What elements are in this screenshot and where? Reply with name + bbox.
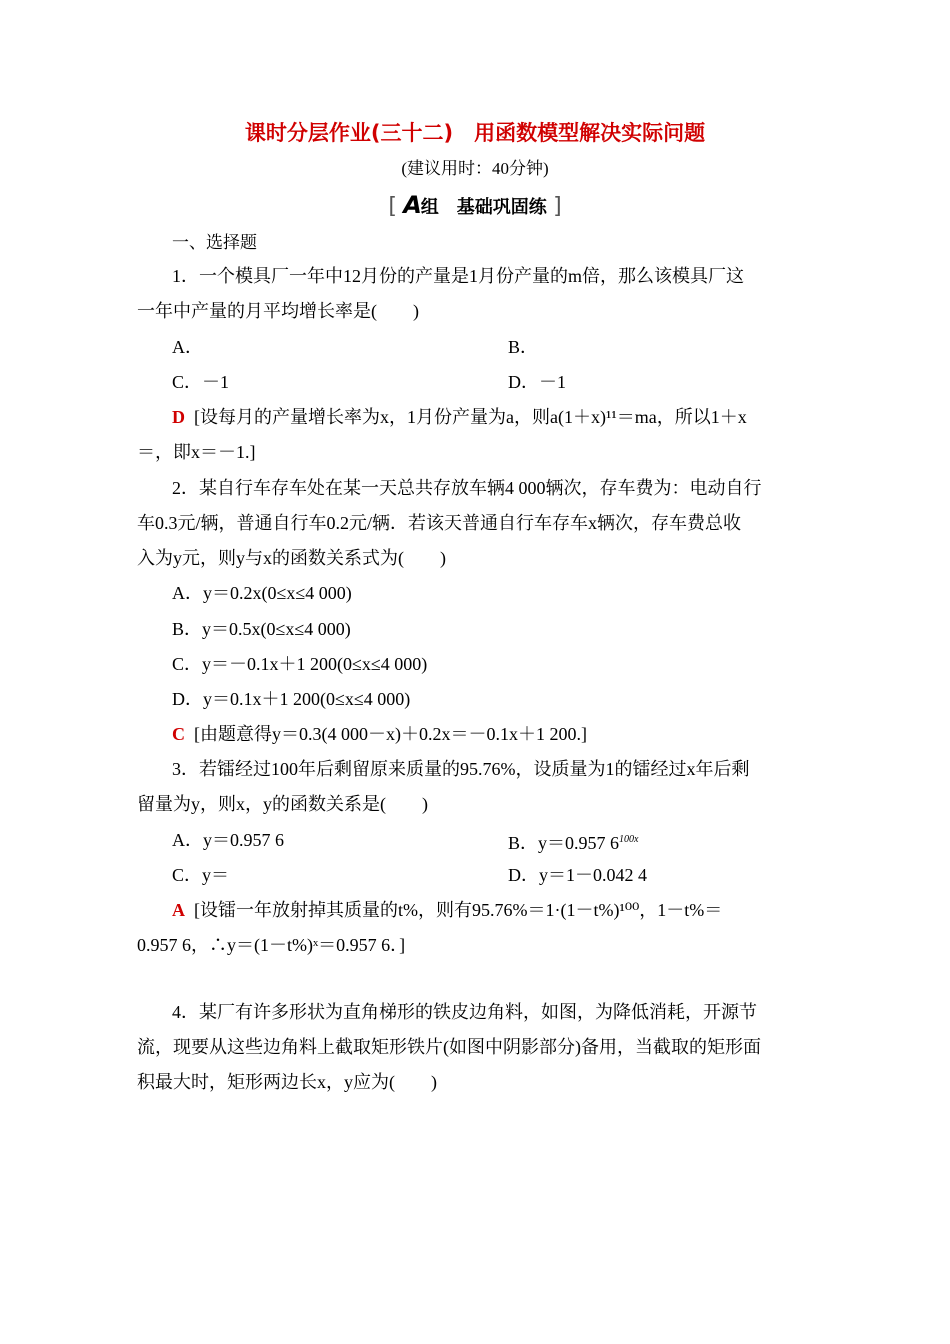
group-open-bracket: [ bbox=[388, 194, 397, 219]
q4-stem-line1: 4．某厂有许多形状为直角梯形的铁皮边角料，如图，为降低消耗，开源节 bbox=[172, 1002, 757, 1022]
q3-stem-line2: 留量为y，则x，y的函数关系是( ) bbox=[137, 794, 428, 814]
group-label: 组 基础巩固练 bbox=[420, 197, 547, 218]
q2-explanation-line bbox=[172, 723, 587, 745]
q3-option-c: C．y＝ bbox=[172, 865, 230, 885]
q3-option-b-exponent: 100x bbox=[619, 834, 639, 845]
q2-stem-line1: 2．某自行车存车处在某一天总共存放车辆4 000辆次，存车费为：电动自行 bbox=[172, 478, 762, 498]
q1-explanation: [设每月的产量增长率为x，1月份产量为a，则a(1＋x)¹¹＝ma，所以1＋x bbox=[194, 407, 747, 427]
q3-answer: A bbox=[172, 900, 185, 920]
q2-option-c: C．y＝－0.1x＋1 200(0≤x≤4 000) bbox=[172, 654, 428, 674]
q1-explanation-line2: ＝，即x＝－1.] bbox=[137, 442, 256, 462]
group-a-logo: A bbox=[403, 191, 421, 219]
q1-option-c: C．－1 bbox=[172, 372, 230, 392]
q1-explanation-line1 bbox=[172, 406, 747, 428]
q3-option-d: D．y＝1－0.042 4 bbox=[508, 865, 647, 885]
q2-stem-line3: 入为y元，则y与x的函数关系式为( ) bbox=[137, 548, 446, 568]
group-heading bbox=[0, 191, 950, 219]
q2-option-a: A．y＝0.2x(0≤x≤4 000) bbox=[172, 583, 352, 603]
q3-stem-line1: 3．若镭经过100年后剩留原来质量的95.76%，设质量为1的镭经过x年后剩 bbox=[172, 759, 750, 779]
q4-stem-line2: 流，现要从这些边角料上截取矩形铁片(如图中阴影部分)备用，当截取的矩形面 bbox=[137, 1037, 761, 1057]
q2-option-d: D．y＝0.1x＋1 200(0≤x≤4 000) bbox=[172, 689, 411, 709]
suggested-time: (建议用时：40分钟) bbox=[401, 159, 549, 178]
q1-option-a: A． bbox=[172, 337, 203, 357]
q3-explanation-line1 bbox=[172, 899, 722, 921]
q3-explanation: [设镭一年放射掉其质量的t%，则有95.76%＝1·(1－t%)¹⁰⁰，1－t%＝ bbox=[194, 900, 723, 920]
q3-option-a: A．y＝0.957 6 bbox=[172, 830, 284, 850]
q4-stem-line3: 积最大时，矩形两边长x，y应为( ) bbox=[137, 1072, 437, 1092]
q1-stem-line2: 一年中产量的月平均增长率是( ) bbox=[137, 301, 419, 321]
q1-stem-line1: 1．一个模具厂一年中12月份的产量是1月份产量的m倍，那么该模具厂这 bbox=[172, 266, 744, 286]
q3-option-b-text: B．y＝0.957 6 bbox=[508, 833, 620, 853]
q1-answer: D bbox=[172, 407, 185, 427]
q3-option-b bbox=[508, 829, 638, 854]
q1-option-b: B． bbox=[508, 337, 539, 357]
q1-option-d: D．－1 bbox=[508, 372, 566, 392]
q2-option-b: B．y＝0.5x(0≤x≤4 000) bbox=[172, 619, 351, 639]
q3-explanation-line2: 0.957 6，∴y＝(1－t%)ˣ＝0.957 6．] bbox=[137, 935, 406, 955]
page-title: 课时分层作业(三十二) 用函数模型解决实际问题 bbox=[244, 121, 706, 145]
group-close-bracket: ] bbox=[553, 194, 562, 219]
section-heading: 一、选择题 bbox=[172, 233, 257, 253]
q2-answer: C bbox=[172, 724, 185, 744]
q2-stem-line2: 车0.3元/辆，普通自行车0.2元/辆．若该天普通自行车存车x辆次，存车费总收 bbox=[137, 513, 741, 533]
q2-explanation: [由题意得y＝0.3(4 000－x)＋0.2x＝－0.1x＋1 200.] bbox=[194, 724, 587, 744]
